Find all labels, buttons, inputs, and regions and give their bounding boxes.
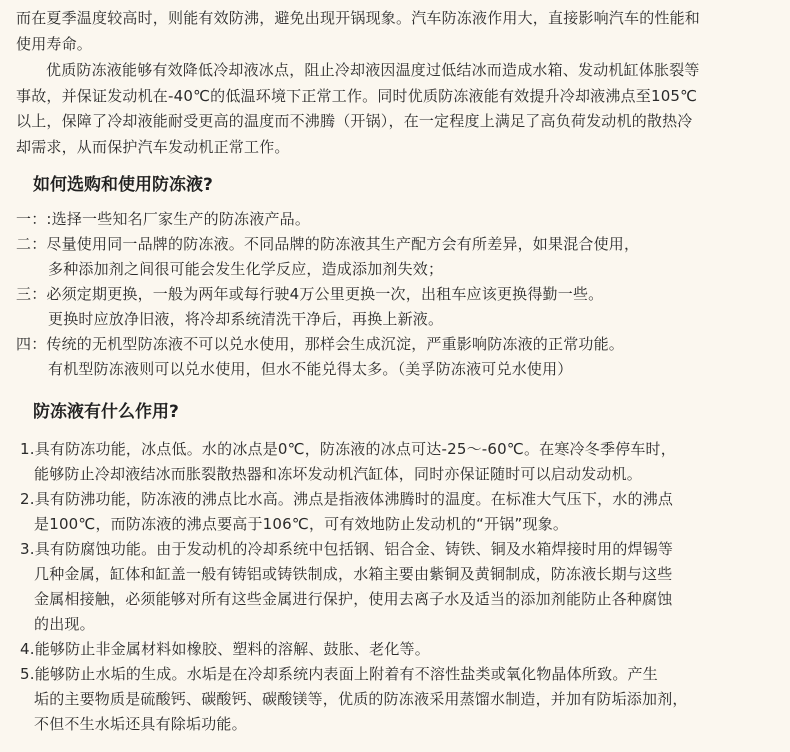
- use-line-11: 垢的主要物质是硫酸钙、碳酸钙、碳酸镁等，优质的防冻液采用蒸馏水制造，并加有防垢添加剂，: [34, 690, 688, 708]
- buy-line-1: 一：:选择一些知名厂家生产的防冻液产品。: [16, 210, 311, 228]
- buy-line-3: 多种添加剂之间很可能会发生化学反应，造成添加剂失效；: [48, 260, 444, 278]
- use-line-6: 几种金属，缸体和缸盖一般有铸铝或铸铁制成，水箱主要由紫铜及黄铜制成，防冻液长期与这些: [34, 565, 673, 583]
- section-title-buy: 如何选购和使用防冻液?: [33, 175, 213, 195]
- use-line-10: 5.能够防止水垢的生成。水垢是在冷却系统内表面上附着有不溶性盐类或氧化物晶体所致。产生: [20, 665, 658, 683]
- intro-line-6: 却需求，从而保护汽车发动机正常工作。: [16, 138, 290, 156]
- use-line-4: 是100℃，而防冻液的沸点要高于106℃，可有效地防止发动机的“开锅”现象。: [34, 515, 569, 533]
- intro-line-4: 事故，并保证发动机在-40℃的低温环境下正常工作。同时优质防冻液能有效提升冷却液沸点至105℃: [16, 87, 698, 105]
- use-line-1: 1.具有防冻功能，冰点低。水的冰点是0℃，防冻液的冰点可达-25～-60℃。在寒冷冬季停车时，: [20, 440, 676, 458]
- use-line-9: 4.能够防止非金属材料如橡胶、塑料的溶解、鼓胀、老化等。: [20, 640, 430, 658]
- use-line-12: 不但不生水垢还具有除垢功能。: [34, 715, 247, 733]
- intro-line-3: 优质防冻液能够有效降低冷却液冰点，阻止冷却液因温度过低结冰而造成水箱、发动机缸体胀裂等: [46, 61, 700, 79]
- use-line-7: 金属相接触，必须能够对所有这些金属进行保护，使用去离子水及适当的添加剂能防止各种腐蚀: [34, 590, 673, 608]
- intro-line-2: 使用寿命。: [16, 35, 93, 53]
- intro-line-5: 以上，保障了冷却液能耐受更高的温度而不沸腾（开锅），在一定程度上满足了高负荷发动机的散热冷: [16, 112, 693, 130]
- buy-line-2: 二：尽量使用同一品牌的防冻液。不同品牌的防冻液其生产配方会有所差异，如果混合使用，: [16, 235, 640, 253]
- use-line-8: 的出现。: [34, 615, 95, 633]
- use-line-5: 3.具有防腐蚀功能。由于发动机的冷却系统中包括钢、铝合金、铸铁、铜及水箱焊接时用的焊锡等: [20, 540, 674, 558]
- intro-line-1: 而在夏季温度较高时，则能有效防沸，避免出现开锅现象。汽车防冻液作用大，直接影响汽车的性能和: [16, 9, 701, 27]
- buy-line-5: 更换时应放净旧液，将冷却系统清洗干净后，再换上新液。: [48, 310, 444, 328]
- section-title-use: 防冻液有什么作用?: [33, 402, 179, 422]
- buy-line-4: 三：必须定期更换，一般为两年或每行驶4万公里更换一次，出租车应该更换得勤一些。: [16, 285, 604, 303]
- use-line-2: 能够防止冷却液结冰而胀裂散热器和冻坏发动机汽缸体，同时亦保证随时可以启动发动机。: [34, 465, 643, 483]
- buy-line-7: 有机型防冻液则可以兑水使用，但水不能兑得太多。（美孚防冻液可兑水使用）: [48, 360, 573, 378]
- use-line-3: 2.具有防沸功能，防冻液的沸点比水高。沸点是指液体沸腾时的温度。在标准大气压下，水的沸点: [20, 490, 674, 508]
- buy-line-6: 四：传统的无机型防冻液不可以兑水使用，那样会生成沉淀，严重影响防冻液的正常功能。: [16, 335, 625, 353]
